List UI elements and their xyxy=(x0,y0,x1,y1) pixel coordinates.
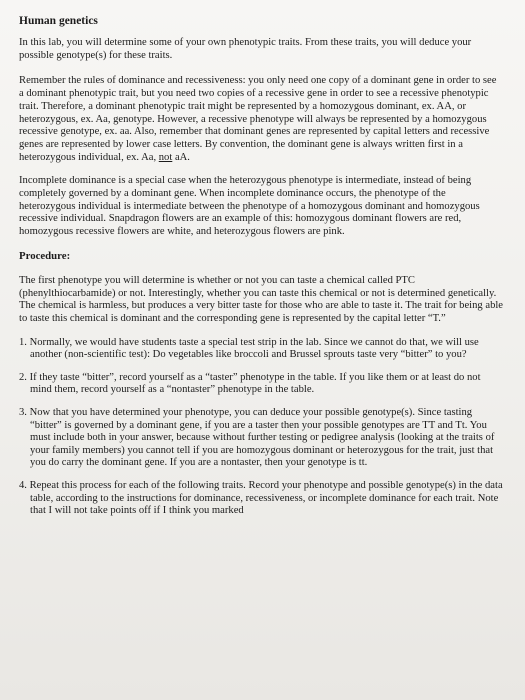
procedure-steps xyxy=(19,337,503,518)
procedure-heading: Procedure: xyxy=(19,249,71,262)
procedure-step-2: 2. If they taste “bitter”, record yourself as a “taster” phenotype in the table. If you like them or at least do not mind them, record yourself as a “nontaster” phenotype in the table. xyxy=(19,371,481,396)
dominance-rules-paragraph xyxy=(19,75,503,164)
intro-paragraph: In this lab, you will determine some of your own phenotypic traits. From these traits, you will deduce your possible genotype(s) for these traits. xyxy=(19,37,472,61)
not-underlined: not xyxy=(158,151,173,163)
dominance-rules-end: aA. xyxy=(172,151,190,163)
procedure-step-1: 1. Normally, we would have students taste a special test strip in the lab. Since we cannot do that, we will use another (non-scientific test): Do vegetables like broccoli and Brussel sprouts taste very “bitter” to you? xyxy=(19,336,479,361)
procedure-step-4: 4. Repeat this process for each of the following traits. Record your phenotype and possible genotype(s) in the data table, according to the instructions for dominance, recessiveness, or incomplete dominance for each trait. Note that I will not take points off if I think you marked xyxy=(19,480,503,517)
dominance-rules-text: Remember the rules of dominance and recessiveness: you only need one copy of a dominant gene in order to see a dominant phenotypic trait, but you need two copies of a recessive gene in order to see a recessive phenotypic trait. Therefore, a dominant phenotypic trait might be represented by a homozygous dominant, ex. AA, or heterozygous, ex. Aa, genotype. However, a recessive phenotype will always be represented by a homozygous recessive genotype, ex. aa. Also, remember that dominant genes are represented by capital letters and recessive genes are represented by lower case letters. By convention, the dominant gene is always written first in a heterozygous individual, ex. Aa, xyxy=(19,75,497,163)
page-title: Human genetics xyxy=(19,15,98,27)
procedure-intro-paragraph: The first phenotype you will determine is whether or not you can taste a chemical called PTC (phenylthiocarbamide) or not. Interestingly, whether you can taste this chemical or not is determined genetically. The chemical is harmless, but produces a very bitter taste for those who are able to taste it. The trait for being able to taste this chemical is dominant and the corresponding gene is represented by the capital letter “T.” xyxy=(19,274,504,324)
procedure-step-3: 3. Now that you have determined your phenotype, you can deduce your possible genotype(s). Since tasting “bitter” is governed by a dominant gene, if you are a taster then your possible genotypes are TT and Tt. You must include both in your answer, because without further testing or pedigree analysis (looking at the traits of your family members) you cannot tell if you are homozygous dominant or heterozygous for the trait, just that you do carry the dominant gene. If you are a nontaster, then your genotype is tt. xyxy=(19,407,495,469)
incomplete-dominance-paragraph: Incomplete dominance is a special case when the heterozygous phenotype is intermediate, instead of being completely governed by a dominant gene. When incomplete dominance occurs, the phenotype of the heterozygous individual is intermediate between the phenotype of a homozygous dominant and homozygous recessive individual. Snapdragon flowers are an example of this: homozygous dominant flowers are red, homozygous recessive flowers are white, and heterozygous flowers are pink. xyxy=(19,175,480,238)
